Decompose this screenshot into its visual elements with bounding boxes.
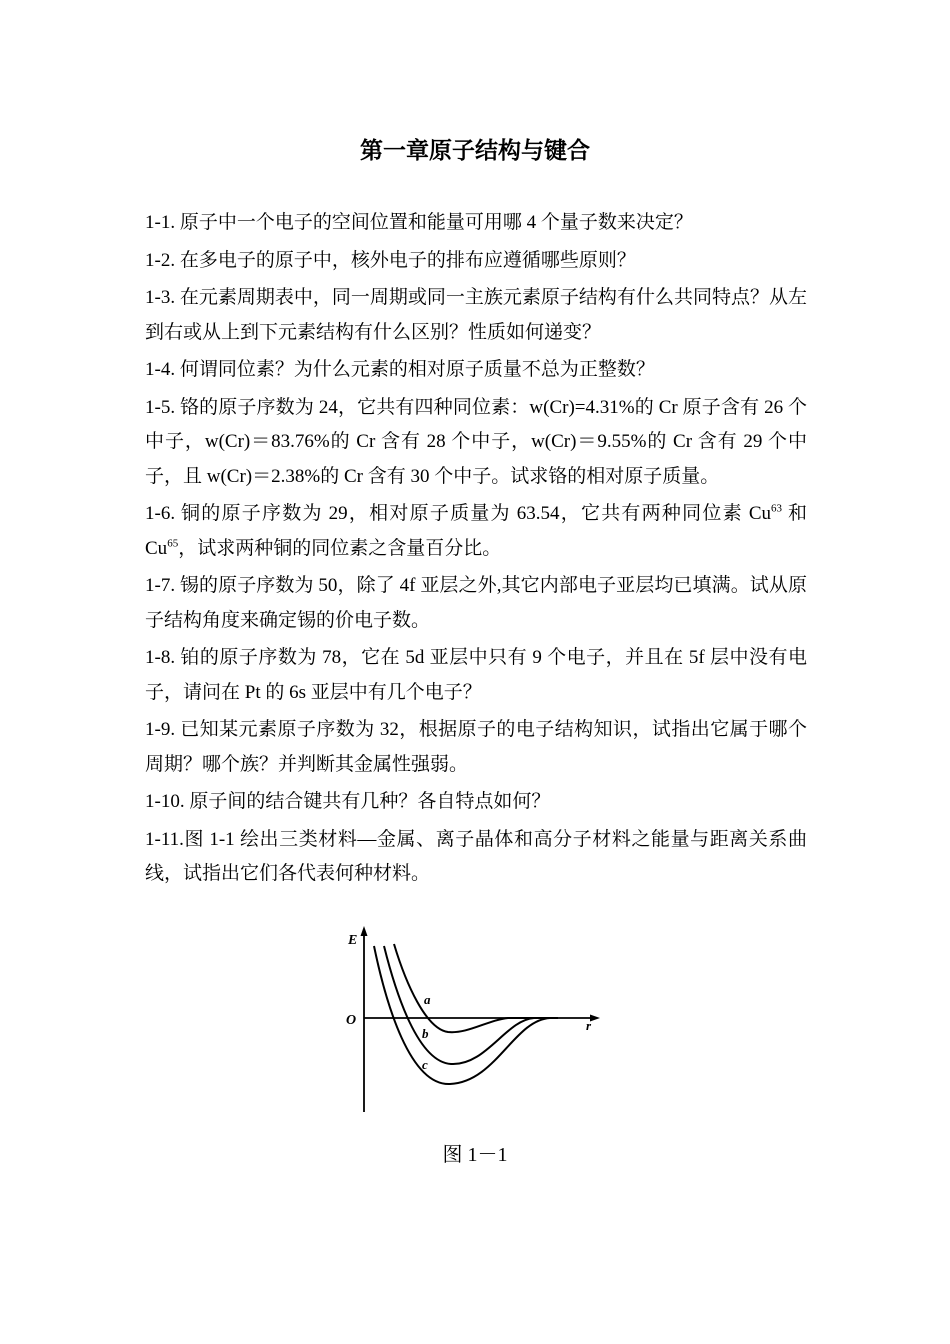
- question-1-7: 1-7. 锡的原子序数为 50，除了 4f 亚层之外,其它内部电子亚层均已填满。试从原子结构角度来确定锡的价电子数。: [145, 575, 807, 631]
- question-1-9: 1-9. 已知某元素原子序数为 32，根据原子的电子结构知识，试指出它属于哪个周期？哪个族？并判断其金属性强弱。: [145, 719, 807, 775]
- isotope-mass-63: 63: [771, 502, 782, 515]
- question-1-8: 1-8. 铂的原子序数为 78，它在 5d 亚层中只有 9 个电子，并且在 5f 层中没有电子，请问在 Pt 的 6s 亚层中有几个电子？: [145, 647, 807, 703]
- origin-label: O: [346, 1013, 357, 1028]
- x-axis-label: r: [586, 1018, 592, 1033]
- question-1-4: 1-4. 何谓同位素？为什么元素的相对原子质量不总为正整数？: [145, 359, 655, 380]
- question-1-6: [145, 497, 807, 566]
- question-1-11: 1-11.图 1-1 绘出三类材料—金属、离子晶体和高分子材料之能量与距离关系曲线，试指出它们各代表何种材料。: [145, 828, 807, 884]
- energy-distance-figure: [336, 924, 616, 1116]
- y-axis-label: E: [348, 933, 358, 948]
- question-1-1: 1-1. 原子中一个电子的空间位置和能量可用哪 4 个量子数来决定？: [145, 212, 693, 233]
- question-1-3: 1-3. 在元素周期表中，同一周期或同一主族元素原子结构有什么共同特点？从左到右或从上到下元素结构有什么区别？性质如何递变？: [145, 287, 807, 343]
- curve-label-c: c: [422, 1057, 428, 1072]
- isotope-mass-65: 65: [167, 537, 179, 550]
- y-axis-arrow: [361, 926, 368, 936]
- curve-label-b: b: [422, 1026, 429, 1041]
- question-list: [145, 206, 807, 892]
- curve-label-a: a: [424, 992, 431, 1007]
- question-1-10: 1-10. 原子间的结合键共有几种？各自特点如何？: [145, 791, 551, 812]
- question-1-6-text-c: ，试求两种铜的同位素之含量百分比。: [178, 537, 502, 559]
- chapter-title: 第一章原子结构与键合: [360, 138, 590, 164]
- energy-distance-diagram: [336, 924, 616, 1116]
- x-axis-arrow: [590, 1015, 600, 1022]
- question-1-6-text-b: 和 Cu: [145, 503, 807, 559]
- curve-b: [384, 946, 558, 1064]
- question-1-5: 1-5. 铬的原子序数为 24，它共有四种同位素：w(Cr)=4.31%的 Cr 原子含有 26 个中子，w(Cr)＝83.76%的 Cr 含有 28 个中子，w(Cr)＝9.55%的 Cr 含有 29 个中子，且 w(Cr)＝2.38%的 Cr 含有 30 个中子。试求铬的相对原子质量。: [145, 396, 807, 487]
- figure-caption: 图 1－1: [442, 1144, 508, 1166]
- question-1-2: 1-2. 在多电子的原子中，核外电子的排布应遵循哪些原则？: [145, 249, 636, 271]
- question-1-6-text-a: 1-6. 铜的原子序数为 29，相对原子质量为 63.54，它共有两种同位素 Cu: [145, 503, 771, 524]
